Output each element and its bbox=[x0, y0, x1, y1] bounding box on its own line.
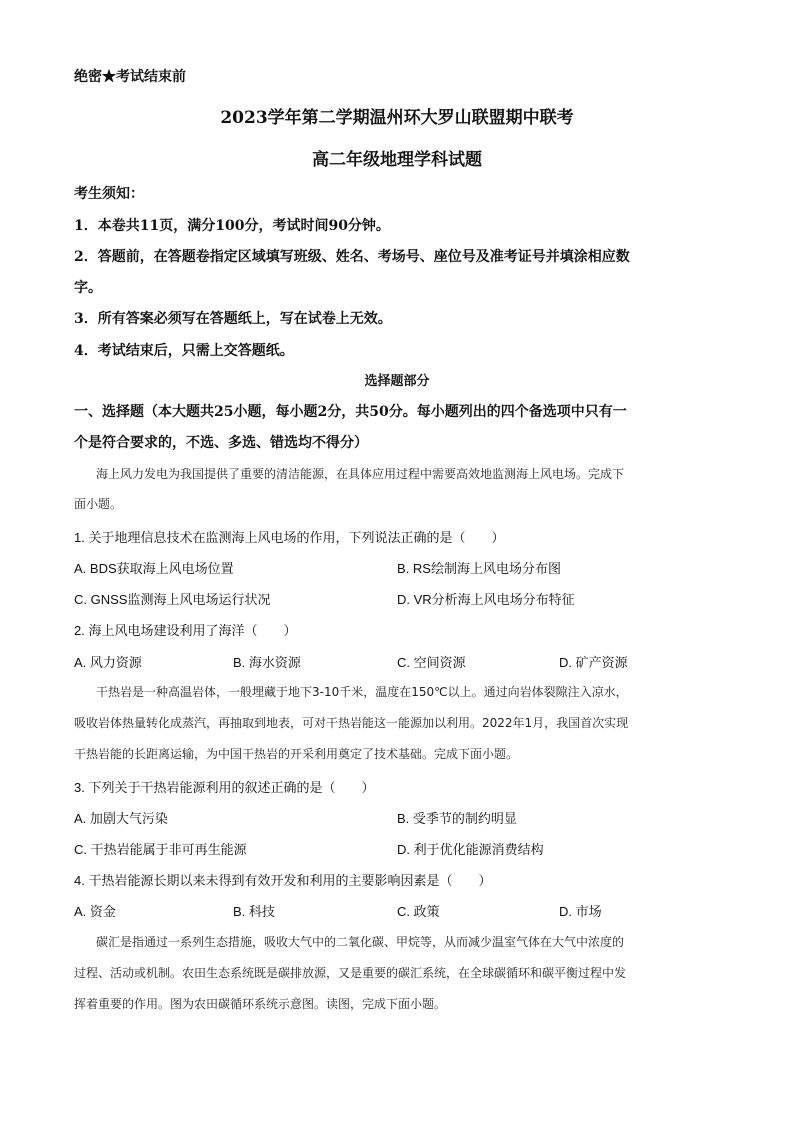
passage-text: 挥着重要的作用。图为农田碳循环系统示意图。读图，完成下面小题。 bbox=[74, 997, 447, 1011]
secret-label: 绝密★考试结束前 bbox=[74, 69, 186, 85]
notice-heading: 考生须知： bbox=[74, 186, 144, 202]
question-stem: 4. 干热岩能源长期以来未得到有效开发和利用的主要影响因素是（ ） bbox=[74, 873, 492, 888]
exam-subtitle: 高二年级地理学科试题 bbox=[312, 150, 482, 170]
notice-item: 4．考试结束后，只需上交答题纸。 bbox=[74, 343, 294, 359]
notice-item: 1．本卷共11页，满分100分，考试时间90分钟。 bbox=[74, 218, 390, 234]
option-b[interactable]: B. 科技 bbox=[233, 904, 275, 919]
option-b[interactable]: B. 受季节的制约明显 bbox=[397, 811, 517, 826]
passage-text: 过程、活动或机制。农田生态系统既是碳排放源，又是重要的碳汇系统，在全球碳循环和碳平衡过程中发 bbox=[74, 966, 627, 980]
option-d[interactable]: D. 利于优化能源消费结构 bbox=[397, 842, 544, 857]
passage-text: 碳汇是指通过一系列生态措施，吸收大气中的二氧化碳、甲烷等，从而减少温室气体在大气中浓度的 bbox=[96, 935, 625, 949]
option-a[interactable]: A. 资金 bbox=[74, 904, 116, 919]
option-a[interactable]: A. 加剧大气污染 bbox=[74, 811, 168, 826]
notice-item: 2．答题前，在答题卷指定区域填写班级、姓名、考场号、座位号及准考证号并填涂相应数 bbox=[74, 249, 630, 265]
passage-text: 干热岩能的长距离运输，为中国干热岩的开采利用奠定了技术基础。完成下面小题。 bbox=[74, 747, 519, 761]
section-title: 选择题部分 bbox=[364, 374, 430, 389]
question-stem: 2. 海上风电场建设利用了海洋（ ） bbox=[74, 623, 297, 638]
option-d[interactable]: D. 矿产资源 bbox=[559, 655, 628, 670]
part-one-instruction: 个是符合要求的，不选、多选、错选均不得分） bbox=[74, 435, 368, 451]
option-c[interactable]: C. GNSS监测海上风电场运行状况 bbox=[74, 592, 271, 607]
option-b[interactable]: B. 海水资源 bbox=[233, 655, 301, 670]
notice-item: 3．所有答案必须写在答题纸上，写在试卷上无效。 bbox=[74, 311, 392, 327]
passage-text: 海上风力发电为我国提供了重要的清洁能源，在具体应用过程中需要高效地监测海上风电场。完成下 bbox=[96, 467, 625, 481]
option-b[interactable]: B. RS绘制海上风电场分布图 bbox=[397, 561, 561, 576]
option-c[interactable]: C. 政策 bbox=[397, 904, 440, 919]
option-d[interactable]: D. VR分析海上风电场分布特征 bbox=[397, 592, 575, 607]
exam-title: 2023学年第二学期温州环大罗山联盟期中联考 bbox=[220, 108, 574, 128]
option-c[interactable]: C. 空间资源 bbox=[397, 655, 466, 670]
option-c[interactable]: C. 干热岩能属于非可再生能源 bbox=[74, 842, 247, 857]
option-a[interactable]: A. 风力资源 bbox=[74, 655, 142, 670]
part-one-instruction: 一、选择题（本大题共25小题，每小题2分，共50分。每小题列出的四个备选项中只有一 bbox=[74, 404, 627, 420]
option-a[interactable]: A. BDS获取海上风电场位置 bbox=[74, 561, 234, 576]
passage-text: 面小题。 bbox=[74, 497, 123, 511]
question-stem: 3. 下列关于干热岩能源利用的叙述正确的是（ ） bbox=[74, 780, 375, 795]
passage-text: 干热岩是一种高温岩体，一般埋藏于地下3-10千米，温度在150℃以上。通过向岩体裂隙注入凉水， bbox=[96, 685, 628, 699]
question-stem: 1. 关于地理信息技术在监测海上风电场的作用，下列说法正确的是（ ） bbox=[74, 530, 505, 545]
passage-text: 吸收岩体热量转化成蒸汽，再抽取到地表，可对干热岩能这一能源加以利用。2022年1月，我国首次实现 bbox=[74, 716, 629, 730]
option-d[interactable]: D. 市场 bbox=[559, 904, 602, 919]
notice-item: 字。 bbox=[74, 280, 102, 296]
